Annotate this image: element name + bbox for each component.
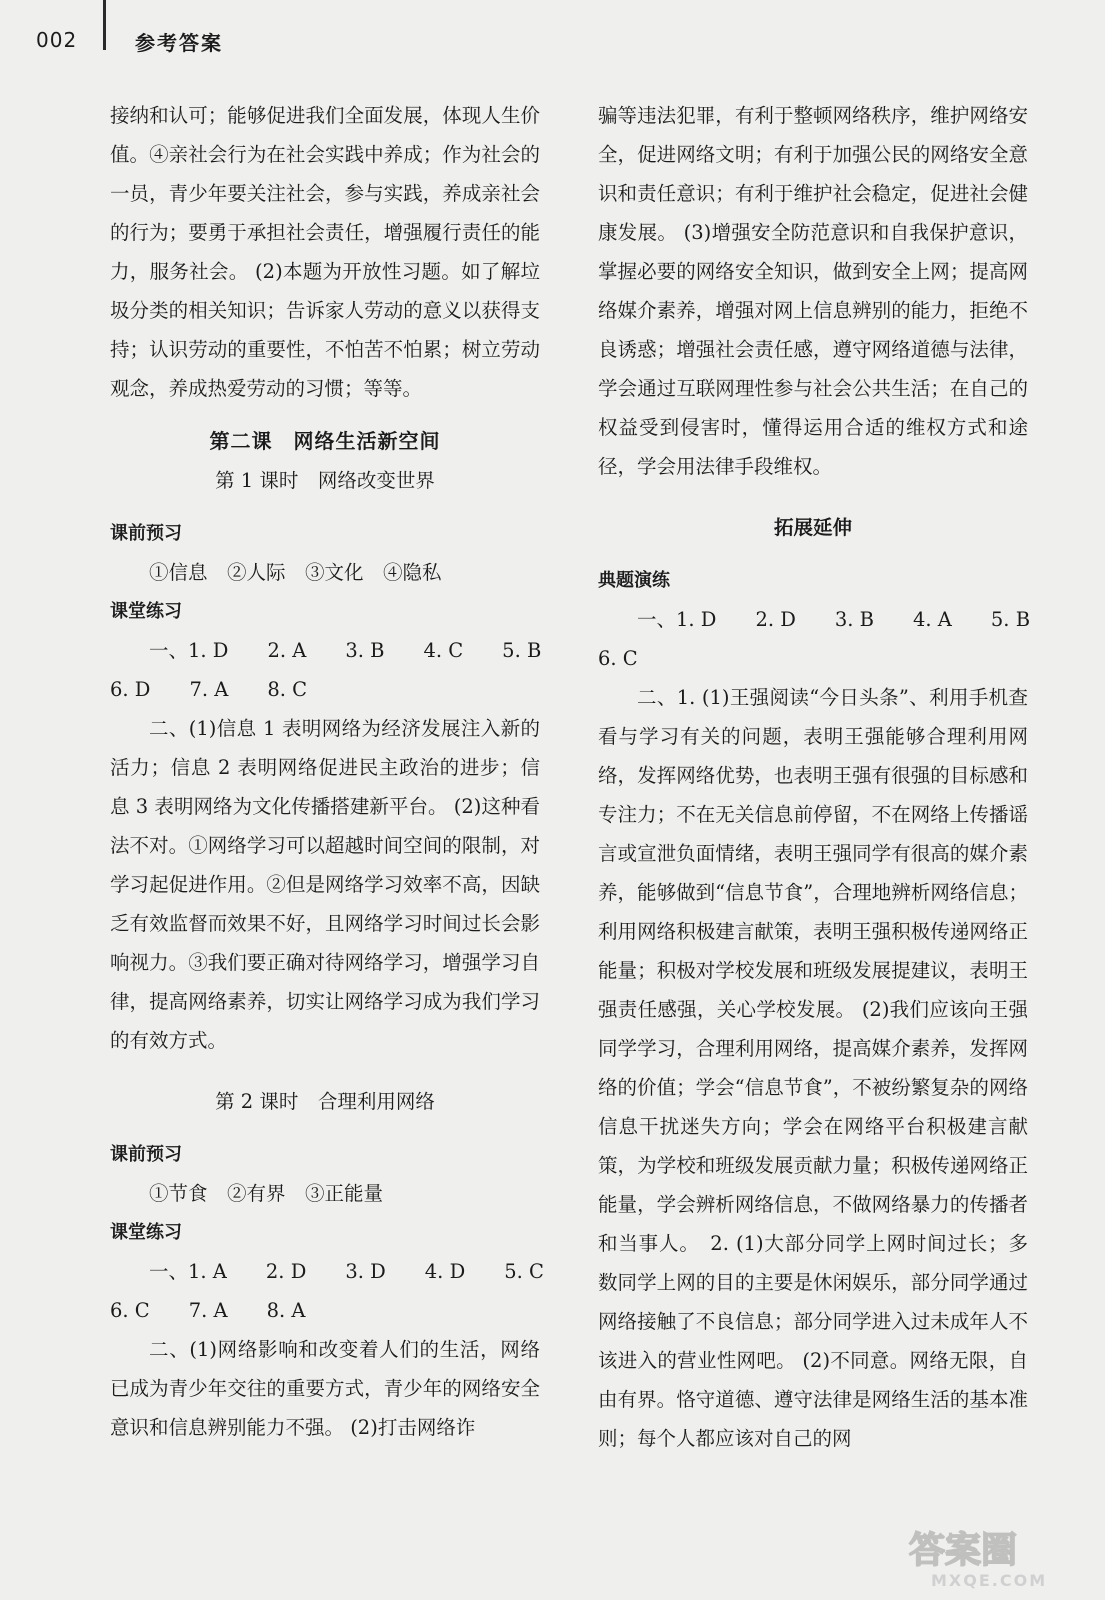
period-2-title: 第 2 课时 合理利用网络: [215, 1090, 435, 1113]
practice-answer-text-2: 二、(1)网络影响和改变着人们的生活，网络已成为青少年交往的重要方式，青少年的网络安全意识和信息辨别能力不强。 (2)打击网络诈: [110, 1338, 540, 1439]
practice-answer-text: 二、(1)信息 1 表明网络为经济发展注入新的活力；信息 2 表明网络促进民主政治的进步；信息 3 表明网络为文化传播搭建新平台。 (2)这种看法不对。①网络学习可以超越时间空间的限制，对学习起促进作用。②但是网络学习效率不高，因缺乏有效监督而效果不好，且网络学习时间过长会影响视力。③我们要正确对待网络学习，增强学习自律，提高网络素养，切实让网络学习成为我们学习的有效方式。: [110, 717, 540, 1052]
watermark-sub-text: MXQE.COM: [931, 1571, 1048, 1590]
section-label-practice: 课堂练习: [110, 601, 182, 622]
page-header: [0, 0, 1105, 70]
section-label-preview: 课前预习: [110, 523, 182, 544]
typical-answers-row-1: 一、1. D 2. D 3. B 4. A 5. B: [637, 608, 1031, 631]
right-column: [598, 96, 1031, 1458]
section-label-preview-2: 课前预习: [110, 1144, 182, 1165]
left-column: [110, 96, 544, 1447]
practice-answers-2-row-1: 一、1. A 2. D 3. D 4. D 5. C: [149, 1260, 544, 1283]
practice-answers-row-1: 一、1. D 2. A 3. B 4. C 5. B: [149, 639, 542, 662]
watermark-main-text: 答案圈: [909, 1530, 1018, 1571]
left-paragraph-continuation: 接纳和认可；能够促进我们全面发展，体现人生价值。④亲社会行为在社会实践中养成；作为社会的一员，青少年要关注社会，参与实践，养成亲社会的行为；要勇于承担社会责任，增强履行责任的能力，服务社会。 (2)本题为开放性习题。如了解垃圾分类的相关知识；告诉家人劳动的意义以获得支持；认识劳动的重要性，不怕苦不怕累；树立劳动观念，养成热爱劳动的习惯；等等。: [110, 104, 540, 400]
watermark-logo: [901, 1522, 1091, 1592]
period-1-title: 第 1 课时 网络改变世界: [215, 469, 435, 492]
preview-answers-2: ①节食 ②有界 ③正能量: [149, 1182, 384, 1205]
practice-answers-2-row-2: 6. C 7. A 8. A: [110, 1299, 306, 1322]
section-title-extension: 拓展延伸: [773, 516, 852, 539]
typical-answer-text: 二、1. (1)王强阅读“今日头条”、利用手机查看与学习有关的问题，表明王强能够合理利用网络，发挥网络优势，也表明王强有很强的目标感和专注力；不在无关信息前停留，不在网络上传播谣言或宣泄负面情绪，表明王强同学有很高的媒介素养，能够做到“信息节食”，合理地辨析网络信息；利用网络积极建言献策，表明王强积极传递网络正能量；积极对学校发展和班级发展提建议，表明王强责任感强，关心学校发展。 (2)我们应该向王强同学学习，合理利用网络，提高媒介素养，发挥网络的价值；学会“信息节食”，不被纷繁复杂的网络信息干扰迷失方向；学会在网络平台积极建言献策，为学校和班级发展贡献力量；积极传递网络正能量，学会辨析网络信息，不做网络暴力的传播者和当事人。 2. (1)大部分同学上网时间过长；多数同学上网的目的主要是休闲娱乐，部分同学通过网络接触了不良信息；部分同学进入过未成年人不该进入的营业性网吧。 (2)不同意。网络无限，自由有界。恪守道德、遵守法律是网络生活的基本准则；每个人都应该对自己的网: [598, 686, 1028, 1450]
section-label-typical-problems: 典题演练: [598, 570, 670, 591]
header-title: 参考答案: [135, 31, 223, 55]
section-label-practice-2: 课堂练习: [110, 1222, 182, 1243]
right-paragraph-continuation: 骗等违法犯罪，有利于整顿网络秩序，维护网络安全，促进网络文明；有利于加强公民的网络安全意识和责任意识；有利于维护社会稳定，促进社会健康发展。 (3)增强安全防范意识和自我保护意识，掌握必要的网络安全知识，做到安全上网；提高网络媒介素养，增强对网上信息辨别的能力，拒绝不良诱惑；增强社会责任感，遵守网络道德与法律，学会通过互联网理性参与社会公共生活；在自己的权益受到侵害时，懂得运用合适的维权方式和途径，学会用法律手段维权。: [598, 104, 1028, 478]
typical-answers-row-2: 6. C: [598, 647, 638, 670]
header-divider: [103, 0, 106, 50]
lesson-title: 第二课 网络生活新空间: [209, 429, 441, 453]
practice-answers-row-2: 6. D 7. A 8. C: [110, 678, 308, 701]
preview-answers: ①信息 ②人际 ③文化 ④隐私: [149, 561, 442, 584]
page-number: 002: [36, 28, 78, 52]
